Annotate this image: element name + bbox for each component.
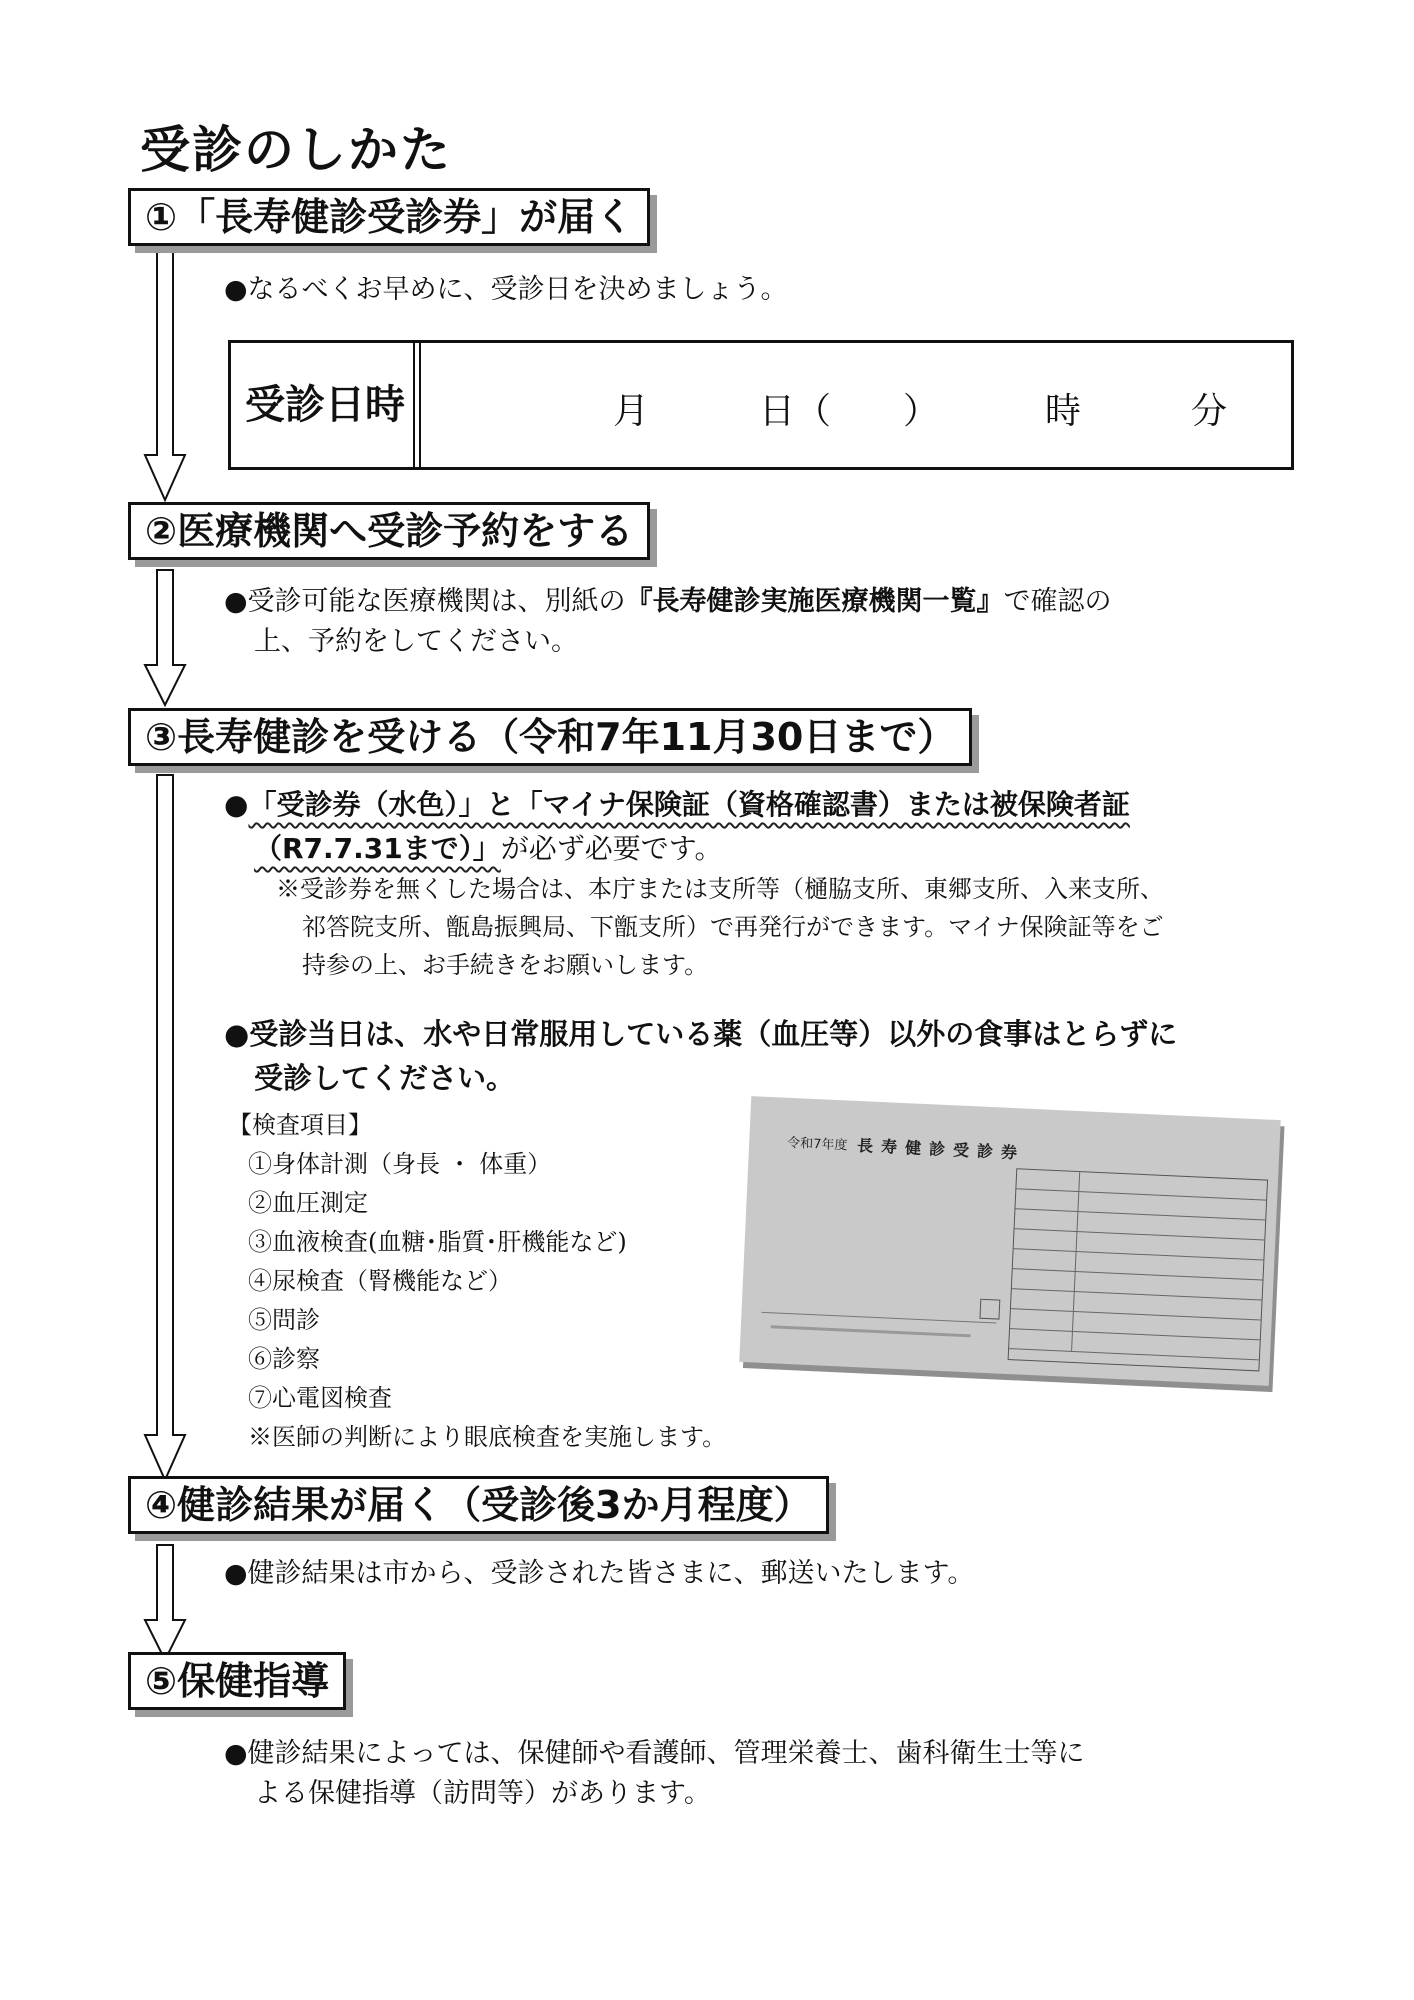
step-3-heading: ③長寿健診を受ける（令和7年11月30日まで） xyxy=(128,708,972,766)
exam-item: ③血液検査(血糖･脂質･肝機能など) xyxy=(248,1228,627,1256)
note-line-1: ※受診券を無くした場合は、本庁または支所等（樋脇支所、東郷支所、入来支所、 xyxy=(276,875,1164,903)
step-2-line2: 上、予約をしてください。 xyxy=(254,626,578,657)
hour-label: 時 xyxy=(1045,391,1082,432)
step-2-post: で確認の xyxy=(1003,586,1112,617)
ticket-year: 令和7年度 xyxy=(786,1135,848,1154)
step-2-text xyxy=(224,582,1112,662)
page-title: 受診のしかた xyxy=(140,121,452,179)
note-line-2: 祁答院支所、甑島振興局、下甑支所）で再発行ができます。マイナ保険証等をご xyxy=(302,913,1164,941)
step-3-bullet-2 xyxy=(224,1012,1177,1100)
ticket-image xyxy=(739,1096,1281,1386)
exam-item: ⑥診察 xyxy=(248,1345,320,1373)
date-label: 受診日時 xyxy=(231,343,421,467)
step-1-bullet: ●なるべくお早めに、受診日を決めましょう。 xyxy=(224,274,788,305)
minute-label: 分 xyxy=(1191,391,1228,432)
exam-header: 【検査項目】 xyxy=(228,1111,372,1139)
exam-item: ⑤問診 xyxy=(248,1306,320,1334)
month-label: 月 xyxy=(613,391,650,432)
arrow-4 xyxy=(145,1545,185,1660)
required-docs-line2: （R7.7.31まで）」 xyxy=(254,832,501,865)
step-3-note xyxy=(276,870,1164,984)
step-4-heading: ④健診結果が届く（受診後3か月程度） xyxy=(128,1476,829,1534)
ticket-table xyxy=(1008,1168,1268,1371)
exam-item: ②血圧測定 xyxy=(248,1189,368,1217)
note-line-3: 持参の上、お手続きをお願いします。 xyxy=(302,951,709,979)
weekday-close: ） xyxy=(903,391,940,432)
arrow-1 xyxy=(145,240,185,500)
step-5-line1: ●健診結果によっては、保健師や看護師、管理栄養士、歯科衛生士等に xyxy=(224,1738,1085,1769)
appointment-date-box xyxy=(228,340,1294,470)
step-3-bullet-1 xyxy=(224,783,1130,871)
ticket-name: 長寿健診受診券 xyxy=(856,1135,1026,1163)
exam-item: ④尿検査（腎機能など） xyxy=(248,1267,512,1295)
day-label: 日（ xyxy=(759,391,832,432)
exam-note: ※医師の判断により眼底検査を実施します。 xyxy=(248,1423,727,1451)
step-5-text xyxy=(224,1734,1085,1814)
fasting-line-2: 受診してください。 xyxy=(254,1061,516,1095)
step-1-heading: ①「長寿健診受診券」が届く xyxy=(128,188,650,246)
required-docs-tail: が必ず必要です。 xyxy=(500,832,723,865)
step-5-heading: ⑤保健指導 xyxy=(128,1652,346,1710)
arrow-2 xyxy=(145,570,185,705)
required-docs-line1: 「受診券（水色）」と「マイナ保険証（資格確認書）または被保険者証 xyxy=(248,788,1130,821)
step-2-heading: ②医療機関へ受診予約をする xyxy=(128,502,650,560)
exam-item: ⑦心電図検査 xyxy=(248,1384,392,1412)
exam-item: ①身体計測（身長 ・ 体重） xyxy=(248,1150,552,1178)
step-5-line2: よる保健指導（訪問等）があります。 xyxy=(254,1778,711,1809)
fasting-line-1: ●受診当日は、水や日常服用している薬（血圧等）以外の食事はとらずに xyxy=(224,1017,1178,1051)
step-4-bullet: ●健診結果は市から、受診された皆さまに、郵送いたします。 xyxy=(224,1558,975,1589)
facility-list-name: 『長寿健診実施医療機関一覧』 xyxy=(625,586,1004,617)
arrow-3 xyxy=(145,775,185,1480)
step-2-pre: ●受診可能な医療機関は、別紙の xyxy=(224,586,626,617)
bullet-dot: ● xyxy=(224,788,249,821)
exam-list xyxy=(228,1106,726,1457)
